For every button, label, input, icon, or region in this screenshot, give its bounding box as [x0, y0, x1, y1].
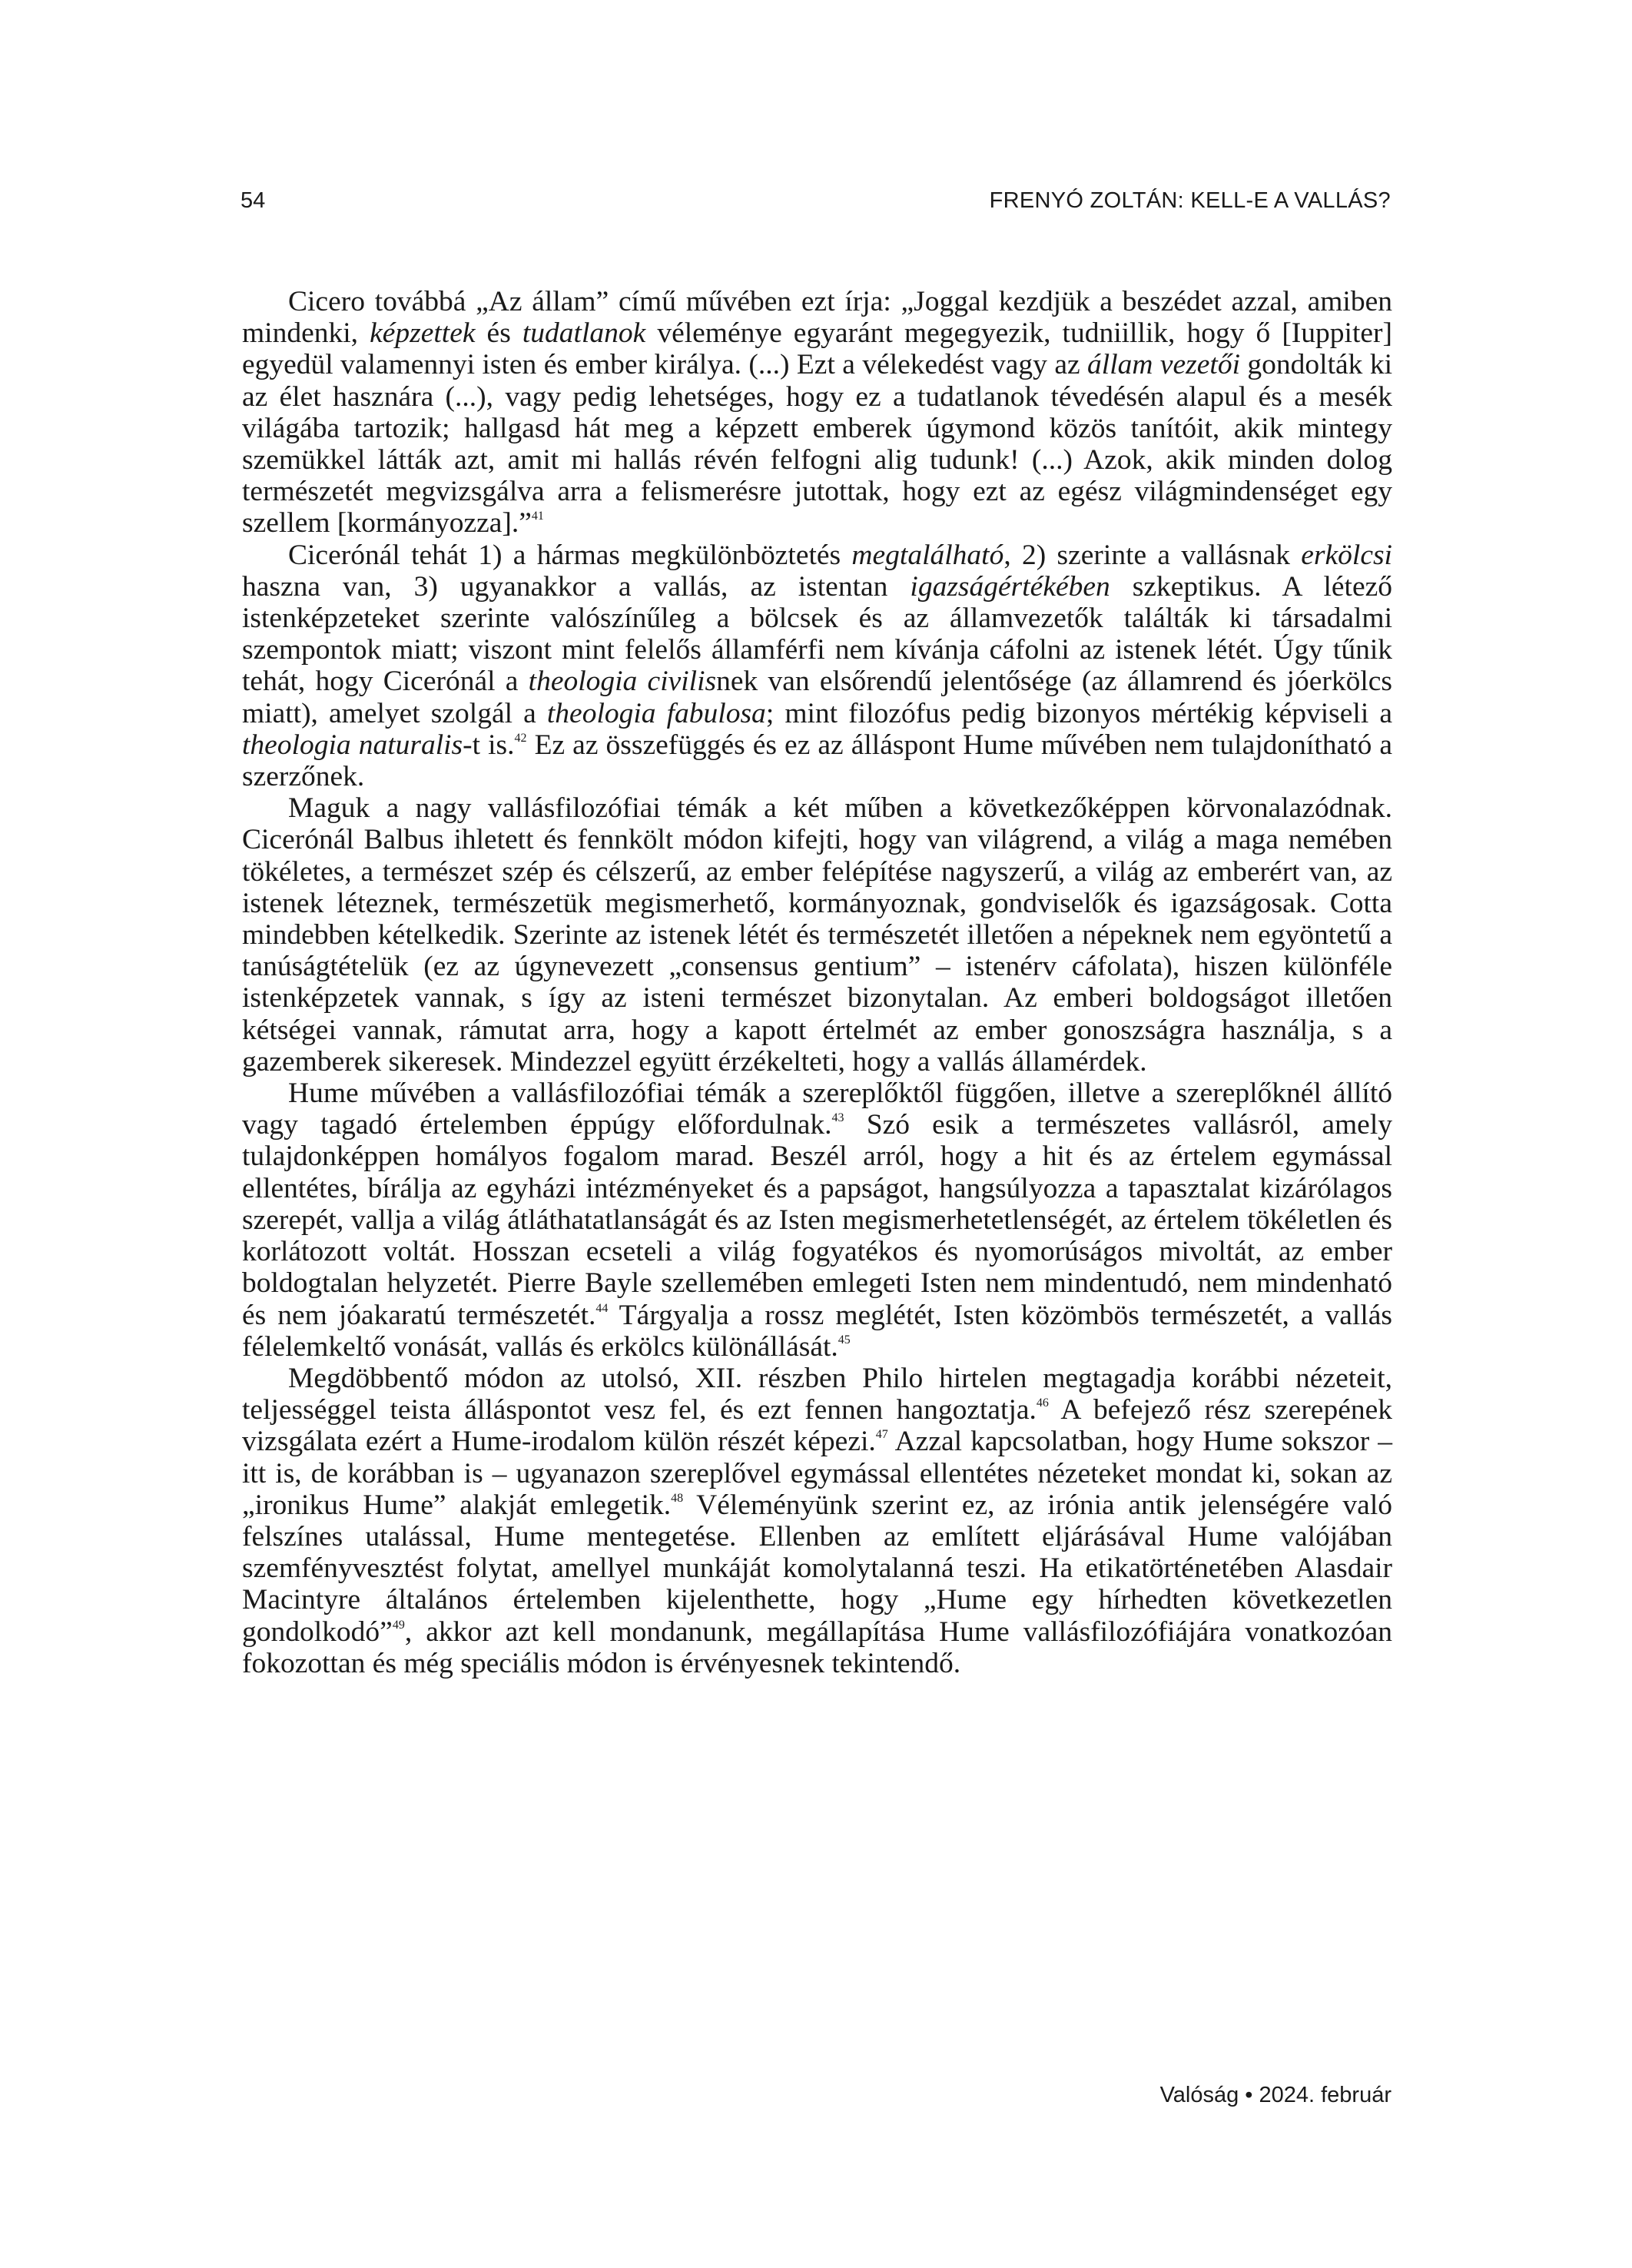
footnote-ref: 45 — [838, 1333, 851, 1347]
footnote-ref: 41 — [531, 510, 544, 523]
italic-text: igazságértékében — [910, 570, 1110, 603]
issue-footer: Valóság • 2024. február — [1159, 2083, 1392, 2107]
text-run: Hume művében a vallásfilozófiai témák a szereplőktől függően, illetve a szereplőknél állító vagy tagadó értelemben éppúgy előfordulnak. — [242, 1078, 1392, 1141]
running-header — [240, 188, 1391, 219]
text-run: Maguk a nagy vallásfilozófiai témák a két műben a következőképpen körvonalazódnak. Cicerónál Balbus ihletett és fennkölt módon kifejti, hogy van világrend, a világ a maga nemében tökéletes, a természet szép és célszerű, az ember felépítése nagyszerű, a világ az emberért van, az istenek léteznek, természetük megismerhető, kormányoznak, gondviselők és igazságosak. Cotta mindebben kételkedik. Szerinte az istenek létét és természetét illetően a népeknek nem egyöntetű a tanúságtételük (ez az úgynevezett „consensus gentium” – istenérv cáfolata), hiszen különféle istenképzetek vannak, s így az isteni természet bizonytalan. Az emberi boldogságot illetően kétségei vannak, rámutat arra, hogy a kapott értelmét az ember gonoszságra használja, s a gazemberek sikeresek. Mindezzel együtt érzékelteti, hogy a vallás államérdek. — [242, 792, 1392, 1078]
paragraph — [242, 286, 1392, 540]
italic-text: erkölcsi — [1301, 539, 1392, 571]
page-number: 54 — [240, 188, 266, 213]
text-run: Azzal kapcsolatban, hogy Hume sokszor – itt is, de korábban is – ugyanazon szereplővel egymással ellentétes nézeteket mondat ki, sokan az „ironikus Hume” alakját emlegetik. — [242, 1426, 1392, 1521]
paragraph — [242, 792, 1392, 1078]
text-run: ; mint filozófus pedig bizonyos mértékig képviseli a — [765, 697, 1392, 729]
footnote-ref: 47 — [875, 1428, 888, 1442]
footnote-ref: 48 — [671, 1491, 684, 1505]
text-run: -t is. — [463, 729, 515, 761]
article-body — [242, 286, 1392, 1679]
text-run: és — [475, 317, 522, 350]
text-run: Ez az összefüggés és ez az álláspont Hume művében nem tulajdonítható a szerzőnek. — [242, 729, 1393, 793]
text-run: A befejező rész szerepének vizsgálata ezért a Hume-irodalom külön részét képezi. — [242, 1394, 1392, 1458]
footnote-ref: 46 — [1036, 1396, 1049, 1410]
footnote-ref: 43 — [831, 1111, 844, 1125]
text-run: , akkor azt kell mondanunk, megállapítása Hume vallásfilozófiájára vonatkozóan fokozottan és még speciális módon is érvényesnek tekintendő. — [242, 1615, 1392, 1679]
footnote-ref: 42 — [514, 731, 527, 745]
paragraph — [242, 1078, 1392, 1363]
text-run: szkeptikus. A létező istenképzeteket szerinte valószínűleg a bölcsek és az államvezetők találták ki társadalmi szempontok miatt; viszont mint felelős államférfi nem kívánja cáfolni az istenek létét. Úgy tűnik tehát, hogy Cicerónál a — [242, 570, 1392, 698]
text-run: Cicerónál tehát 1) a hármas megkülönböztetés — [288, 539, 852, 571]
paragraph — [242, 1363, 1392, 1679]
text-run: Szó esik a természetes vallásról, amely tulajdonképpen homályos fogalom marad. Beszél arról, hogy a hit és az értelem egymással ellentétes, bírálja az egyházi intézményeket és a papságot, hangsúlyozza a tapasztalat kizárólagos szerepét, vallja a világ átláthatatlanságát és az Isten megismerhetetlenségét, az értelem tökéletlen és korlátozott voltát. Hosszan ecseteli a világ fogyatékos és nyomorúságos mivoltát, az ember boldogtalan helyzetét. Pierre Bayle szellemében emlegeti Isten nem mindentudó, nem mindenható és nem jóakaratú természetét. — [242, 1109, 1392, 1331]
italic-text: állam vezetői — [1087, 349, 1240, 381]
italic-text: theologia civilis — [528, 666, 717, 698]
italic-text: képzettek — [370, 317, 476, 350]
running-title: FRENYÓ ZOLTÁN: KELL-E A VALLÁS? — [989, 188, 1391, 213]
text-run: véleménye egyaránt megegyezik, tudniillik, hogy ő [Iuppiter] egyedül valamennyi isten és ember királya. (...) Ezt a vélekedést vagy az — [242, 317, 1393, 381]
text-run: nek van elsőrendű jelentősége (az államrend és jóerkölcs miatt), amelyet szolgál a — [242, 666, 1392, 729]
footnote-ref: 44 — [595, 1301, 609, 1315]
italic-text: theologia fabulosa — [546, 697, 766, 729]
footnote-ref: 49 — [392, 1618, 405, 1632]
text-run: Tárgyalja a rossz meglétét, Isten közömbös természetét, a vallás félelemkeltő vonását, vallás és erkölcs különállását. — [242, 1299, 1392, 1363]
italic-text: megtalálható — [851, 539, 1004, 571]
italic-text: theologia naturalis — [242, 729, 463, 761]
text-run: haszna van, 3) ugyanakkor a vallás, az istentan — [242, 570, 911, 603]
text-run: Megdöbbentő módon az utolsó, XII. részben Philo hirtelen megtagadja korábbi nézeteit, teljességgel teista álláspontot vesz fel, és ezt fennen hangoztatja. — [242, 1362, 1392, 1426]
italic-text: tudatlanok — [522, 317, 646, 350]
text-run: Véleményünk szerint ez, az irónia antik jelenségére való felszínes utalással, Hume mentegetése. Ellenben az említett eljárásával Hume valójában szemfényvesztést folytat, amellyel munkáját komolytalanná teszi. Ha etikatörténetében Alasdair Macintyre általános értelemben kijelenthette, hogy „Hume egy hírhedten következetlen gondolkodó” — [242, 1489, 1392, 1648]
text-run: gondolták ki az élet hasznára (...), vagy pedig lehetséges, hogy ez a tudatlanok tévedésén alapul és a mesék világába tartozik; hallgasd hát meg a képzett emberek úgymond közös tanítóit, akik mintegy szemükkel látták azt, amit mi hallás révén felfogni alig tudunk! (...) Azok, akik minden dolog természetét megvizsgálva arra a felismerésre jutottak, hogy ezt az egész világmindenséget egy szellem [kormányozza].” — [242, 349, 1392, 540]
paragraph — [242, 540, 1392, 793]
text-run: , 2) szerinte a vallásnak — [1003, 539, 1302, 571]
text-run: Cicero továbbá „Az állam” című művében ezt írja: „Joggal kezdjük a beszédet azzal, amiben mindenki, — [242, 286, 1392, 350]
